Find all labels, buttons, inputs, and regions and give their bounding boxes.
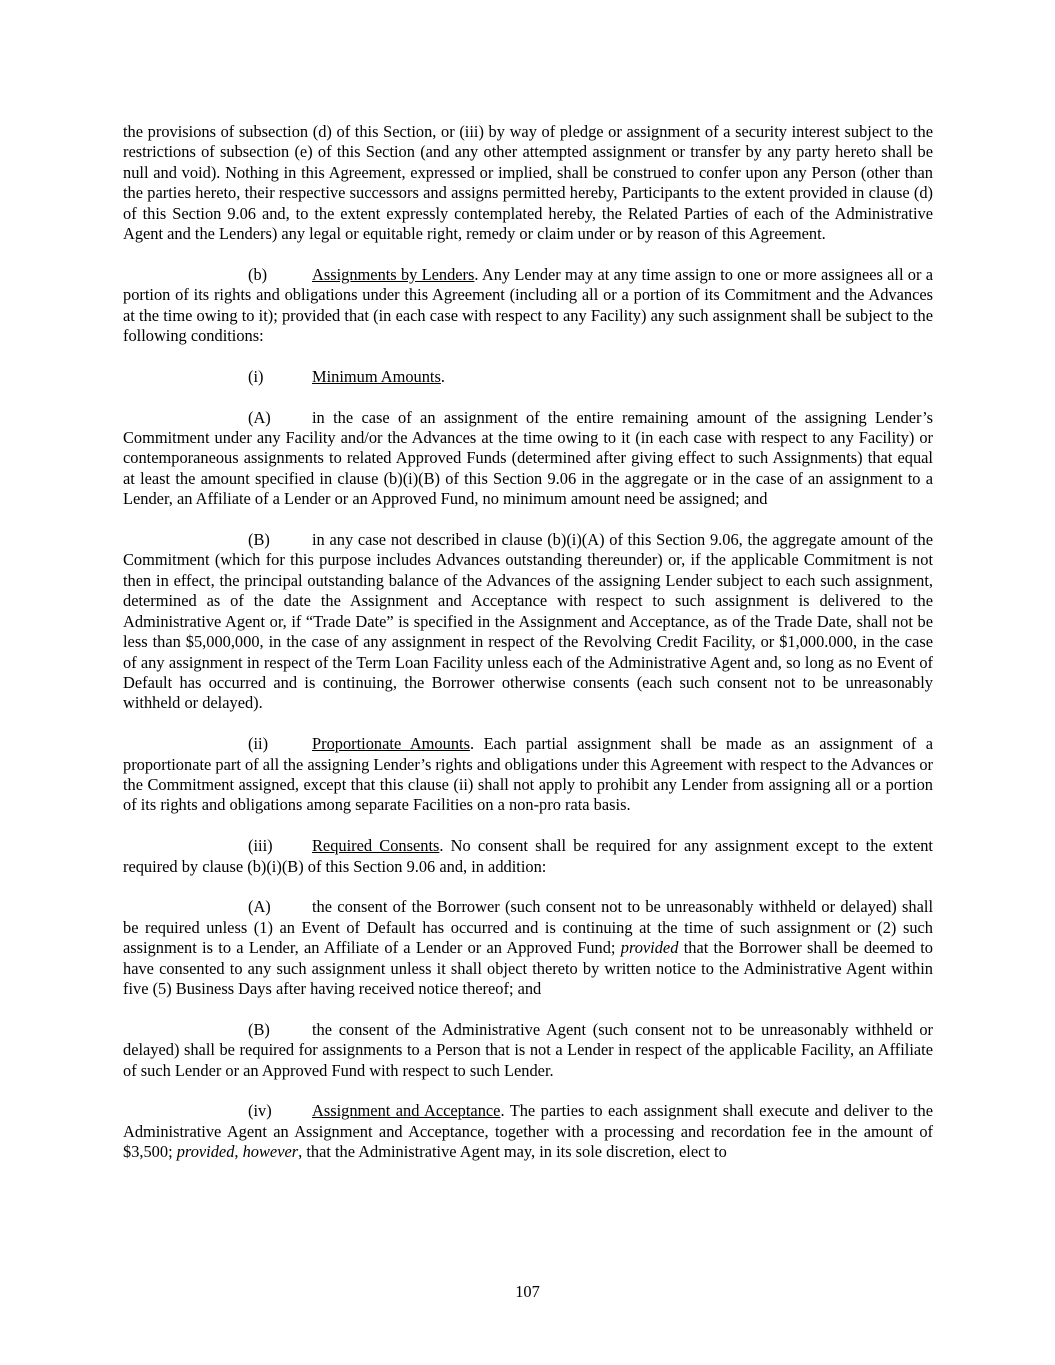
body-text: in any case not described in clause (b)(i)(A) of this Section 9.06, the aggregate amount of the Commitment (which for this purpose includes Advances outstanding thereunder) or, if the applicable Commitment is not then in effect, the principal outstanding balance of the Advances of the assigning Lender subject to each such assignment, determined as of the date the Assignment and Acceptance with respect to such assignment is delivered to the Administrative Agent or, if “Trade Date” is specified in the Assignment and Acceptance, as of the Trade Date, shall not be less than $5,000,000, in the case of any assignment in respect of the Revolving Credit Facility, or $1,000.000, in the case of any assignment in respect of the Term Loan Facility unless each of the Administrative Agent and, so long as no Event of Default has occurred and is continuing, the Borrower otherwise consents (each such consent not to be unreasonably withheld or delayed). [123,530,933,713]
clause-label: (iv) [248,1101,272,1121]
body-text: . Each partial assignment shall be made as an assignment of a proportionate part of all the assigning Lender’s rights and obligations under this Agreement with respect to the Advances or the Commitment assigned, except that this clause (ii) shall not apply to prohibit any Lender from assigning all or a portion of its rights and obligations among separate Facilities on a non-pro rata basis. [123,734,933,815]
body-text: the provisions of subsection (d) of this Section, or (iii) by way of pledge or assignment of a security interest subject to the restrictions of subsection (e) of this Section (and any other attempted assignment or transfer by any party hereto shall be null and void). Nothing in this Agreement, expressed or implied, shall be construed to confer upon any Person (other than the parties hereto, their respective successors and assigns permitted hereby, Participants to the extent provided in clause (d) of this Section 9.06 and, to the extent expressly contemplated hereby, the Related Parties of each of the Administrative Agent and the Lenders) any legal or equitable right, remedy or claim under or by reason of this Agreement. [123,122,933,244]
paragraph [123,1020,933,1081]
paragraph [123,836,933,877]
italic-text: provided [176,1142,235,1162]
paragraph [123,734,933,816]
paragraph [123,265,933,347]
section-heading: Proportionate Amounts [312,734,470,754]
clause-label: (B) [248,530,270,550]
paragraph [123,367,933,387]
section-heading: Required Consents [312,836,440,856]
paragraph [123,530,933,714]
section-heading: Minimum Amounts [312,366,441,386]
body-text: . [440,366,445,386]
clause-label: (B) [248,1019,270,1039]
italic-text: however [242,1142,299,1162]
body-text: the consent of the Administrative Agent (such consent not to be unreasonably withheld or delayed) shall be required for assignments to a Person that is not a Lender in respect of the applicable Facility, an Affiliate of such Lender or an Approved Fund with respect to such Lender. [123,1019,933,1080]
clause-label: (iii) [248,836,273,856]
document-body [123,122,933,1163]
clause-label: (A) [248,897,271,917]
paragraph [123,408,933,510]
body-text: . Any Lender may at any time assign to one or more assignees all or a portion of its rights and obligations under this Agreement (including all or a portion of its Commitment and the Advances at the time owing to it); provided that (in each case with respect to any Facility) any such assignment shall be subject to the following conditions: [123,264,933,346]
body-text: . No consent shall be required for any assignment except to the extent required by clause (b)(i)(B) of this Section 9.06 and, in addition: [123,836,933,876]
section-heading: Assignment and Acceptance [312,1101,501,1121]
italic-text: provided [620,938,679,958]
body-text: , [234,1142,243,1162]
body-text: . The parties to each assignment shall execute and deliver to the Administrative Agent an Assignment and Acceptance, together with a processing and recordation fee in the amount of $3,500; [123,1101,933,1162]
section-heading: Assignments by Lenders [312,264,475,284]
clause-label: (i) [248,366,264,386]
clause-label: (b) [248,264,268,284]
clause-label: (ii) [248,734,269,754]
paragraph [123,122,933,244]
body-text: the consent of the Borrower (such consent not to be unreasonably withheld or delayed) shall be required unless (1) an Event of Default has occurred and is continuing at the time of such assignment or (2) such assignment is to a Lender, an Affiliate of a Lender or an Approved Fund; [123,897,933,958]
clause-label: (A) [248,407,271,427]
body-text: , that the Administrative Agent may, in its sole discretion, elect to [298,1142,727,1162]
paragraph [123,1101,933,1162]
body-text: in the case of an assignment of the entire remaining amount of the assigning Lender’s Commitment under any Facility and/or the Advances at the time owing to it (in each case with respect to any Facility) or contemporaneous assignments to related Approved Funds (determined after giving effect to such Assignments) that equal at least the amount specified in clause (b)(i)(B) of this Section 9.06 in the aggregate or in the case of an assignment to a Lender, an Affiliate of a Lender or an Approved Fund, no minimum amount need be assigned; and [123,407,933,509]
paragraph [123,897,933,999]
body-text: that the Borrower shall be deemed to have consented to any such assignment unless it shall object thereto by written notice to the Administrative Agent within five (5) Business Days after having received notice thereof; and [123,938,933,998]
page-number: 107 [515,1282,540,1301]
